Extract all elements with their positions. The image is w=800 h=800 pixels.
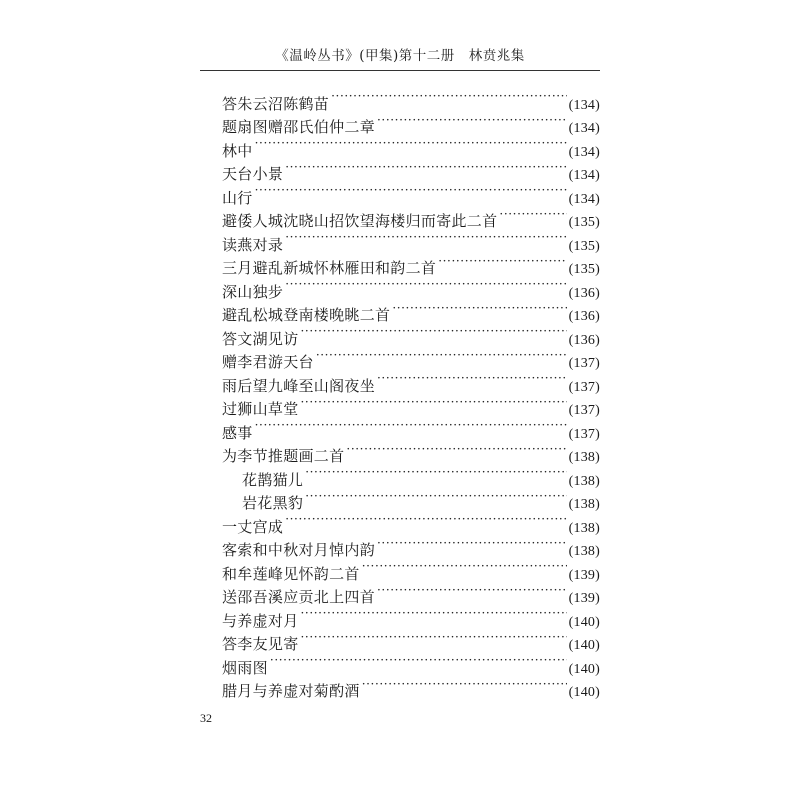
toc-entry-page: (140) [568, 685, 600, 700]
toc-entry-title: 三月避乱新城怀林雁田和韵二首 [222, 259, 437, 277]
toc-entry-page: (139) [568, 567, 600, 583]
toc-entry [222, 132, 600, 160]
toc-entry-title: 烟雨图 [222, 658, 268, 677]
dot-leader [377, 367, 567, 391]
toc-entry-page: (134) [568, 121, 600, 136]
dot-leader [346, 438, 566, 462]
toc-entry-page: (136) [568, 309, 600, 324]
toc-entry [222, 179, 600, 207]
dot-leader [499, 203, 566, 227]
toc-entry [222, 673, 600, 700]
dot-leader [438, 250, 566, 274]
toc-entry-title: 岩花黑豹 [242, 494, 304, 512]
dot-leader [301, 320, 567, 344]
dot-leader [331, 85, 567, 109]
toc-entry-page: (137) [568, 426, 600, 442]
toc-entry-title: 雨后望九峰至山阁夜坐 [222, 376, 376, 395]
toc-entry-page: (139) [568, 591, 600, 606]
toc-entry-title: 与养虚对月 [222, 611, 299, 630]
toc-entry-title: 腊月与养虚对菊酌酒 [222, 682, 360, 700]
toc-entry-title: 读燕对录 [222, 235, 284, 254]
dot-leader [392, 297, 566, 321]
toc-entry-title: 过狮山草堂 [222, 400, 299, 418]
toc-entry-page: (138) [568, 497, 600, 512]
dot-leader [377, 109, 567, 133]
dot-leader [316, 344, 567, 368]
toc-entry-title: 和牟莲峰见怀韵二首 [222, 564, 360, 583]
toc-entry-title: 山行 [222, 188, 253, 207]
toc-entry-title: 天台小景 [222, 165, 284, 183]
toc-entry-page: (138) [568, 520, 600, 536]
toc-entry [222, 414, 600, 442]
dot-leader [305, 485, 566, 509]
toc-entry-title: 深山独步 [222, 282, 284, 301]
dot-leader [362, 555, 567, 579]
dot-leader [270, 649, 567, 673]
toc-entry-title: 林中 [222, 141, 253, 160]
dot-leader [285, 226, 566, 250]
dot-leader [377, 532, 567, 556]
dot-leader [255, 132, 567, 156]
toc-entry-title: 答李友见寄 [222, 635, 299, 653]
toc-entry-title: 花鹊猫儿 [242, 470, 304, 489]
toc-entry-title: 客索和中秋对月悼内韵 [222, 541, 376, 559]
dot-leader [362, 673, 567, 697]
toc-entry-title: 感事 [222, 423, 253, 442]
dot-leader [255, 179, 567, 203]
dot-leader [301, 602, 567, 626]
dot-leader [305, 461, 566, 485]
toc-entry [222, 438, 600, 465]
toc-entry-page: (140) [568, 638, 600, 653]
toc-entry-page: (134) [568, 168, 600, 183]
toc-entry-page: (137) [568, 403, 600, 418]
toc-entry [222, 649, 600, 677]
dot-leader [285, 156, 566, 180]
dot-leader [377, 579, 567, 603]
header-rule [200, 70, 600, 71]
toc-entry-page: (136) [568, 332, 600, 348]
dot-leader [255, 414, 567, 438]
toc-entry-title: 答文湖见访 [222, 329, 299, 348]
toc-entry-page: (135) [568, 262, 600, 277]
toc-entry-page: (140) [568, 661, 600, 677]
toc-entry [222, 203, 600, 230]
toc-entry-title: 避倭人城沈晓山招饮望海楼归而寄此二首 [222, 212, 498, 230]
toc-entry-title: 答朱云沼陈鹤苗 [222, 94, 330, 113]
toc-entry-page: (137) [568, 356, 600, 371]
toc-entry-page: (134) [568, 191, 600, 207]
dot-leader [301, 391, 567, 415]
toc-entry-page: (135) [568, 238, 600, 254]
toc-entry-page: (138) [568, 544, 600, 559]
dot-leader [285, 273, 566, 297]
toc-entry-title: 赠李君游天台 [222, 353, 314, 371]
toc-entry [222, 156, 600, 183]
toc-entry-page: (134) [568, 144, 600, 160]
toc-entry-title: 送邵吾溪应贡北上四首 [222, 588, 376, 606]
dot-leader [301, 626, 567, 650]
table-of-contents [222, 85, 600, 700]
toc-entry-page: (138) [568, 473, 600, 489]
dot-leader [285, 508, 566, 532]
toc-entry-page: (136) [568, 285, 600, 301]
toc-entry-page: (135) [568, 215, 600, 230]
toc-entry-page: (134) [568, 97, 600, 113]
toc-entry-title: 一丈宫成 [222, 517, 284, 536]
toc-entry [222, 85, 600, 113]
toc-entry-title: 为李节推题画二首 [222, 447, 345, 465]
toc-entry-title: 题扇图赠邵氏伯仲二章 [222, 118, 376, 136]
page-number: 32 [200, 711, 212, 725]
toc-entry-page: (140) [568, 614, 600, 630]
toc-entry-title: 避乱松城登南楼晚眺二首 [222, 306, 391, 324]
toc-entry-page: (138) [568, 450, 600, 465]
toc-entry-page: (137) [568, 379, 600, 395]
running-header: 《温岭丛书》(甲集)第十二册 林贲兆集 [275, 48, 525, 64]
